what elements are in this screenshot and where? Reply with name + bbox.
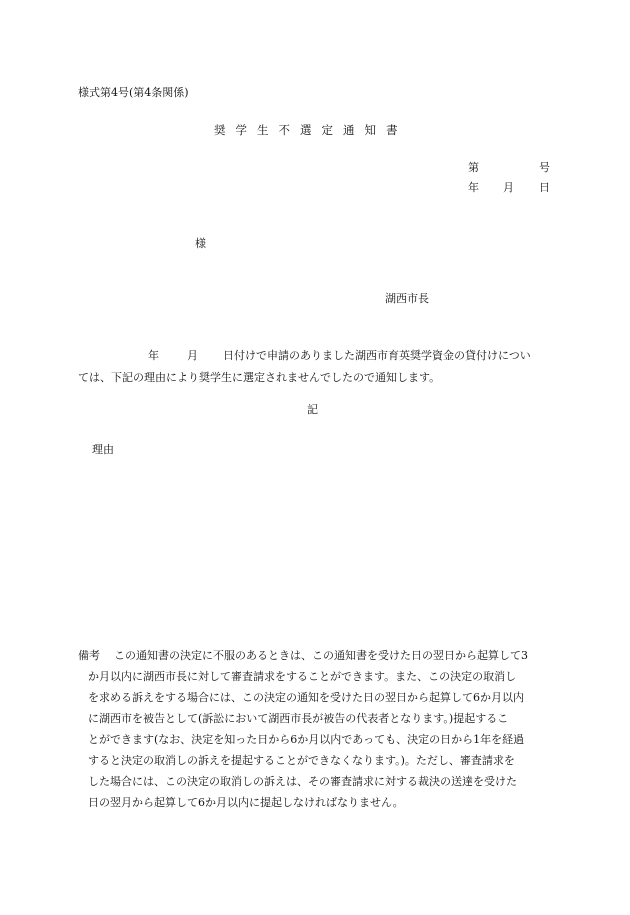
form-number: 様式第4号(第4条関係) (78, 86, 189, 99)
number-suffix: 号 (539, 161, 550, 174)
remarks-line-4: に湖西市を被告として(訴訟において湖西市長が被告の代表者となります。)提起するこ (88, 712, 509, 725)
body-year-label: 年 (148, 349, 159, 362)
remarks-line-1 (78, 645, 558, 666)
remarks-line-3: を求める訴えをする場合には、この決定の通知を受けた日の翌日から起算して6か月以内 (88, 691, 524, 704)
body-line1-text: 日付けで申請のありました湖西市育英奨学資金の貸付けについ (223, 349, 531, 362)
date-month-label: 月 (503, 181, 514, 194)
reason-label: 理由 (92, 443, 114, 456)
ki-heading: 記 (307, 403, 318, 416)
remarks-line-6: すると決定の取消しの訴えを提起することができなくなります。)。ただし、審査請求を (88, 754, 515, 767)
remarks (78, 645, 558, 813)
remarks-line-1-text: この通知書の決定に不服のあるときは、この通知書を受けた日の翌日から起算して3 (114, 649, 528, 662)
remarks-line-7: した場合には、この決定の取消しの訴えは、その審査請求に対する裁決の送達を受けた (88, 775, 517, 788)
remarks-line-2: か月以内に湖西市長に対して審査請求をすることができます。また、この決定の取消し (88, 670, 517, 683)
body-month-label: 月 (187, 349, 198, 362)
addressee-honorific: 様 (195, 237, 206, 250)
date-day-label: 日 (539, 181, 550, 194)
sender-name: 湖西市長 (385, 292, 429, 305)
notice-body-line-2: ては、下記の理由により奨学生に選定されませんでしたので通知します。 (78, 371, 441, 384)
remarks-line-5: とができます(なお、決定を知った日から6か月以内であっても、決定の日から1年を経過 (88, 733, 525, 746)
date-year-label: 年 (468, 181, 479, 194)
remarks-line-8: 日の翌月から起算して6か月以内に提起しなければなりません。 (88, 796, 404, 809)
notice-body-line-1 (78, 345, 558, 367)
number-prefix: 第 (468, 161, 479, 174)
notice-body (78, 345, 558, 389)
document-title: 奨学生不選定通知書 (214, 123, 408, 137)
remarks-label: 備考 (78, 649, 100, 662)
